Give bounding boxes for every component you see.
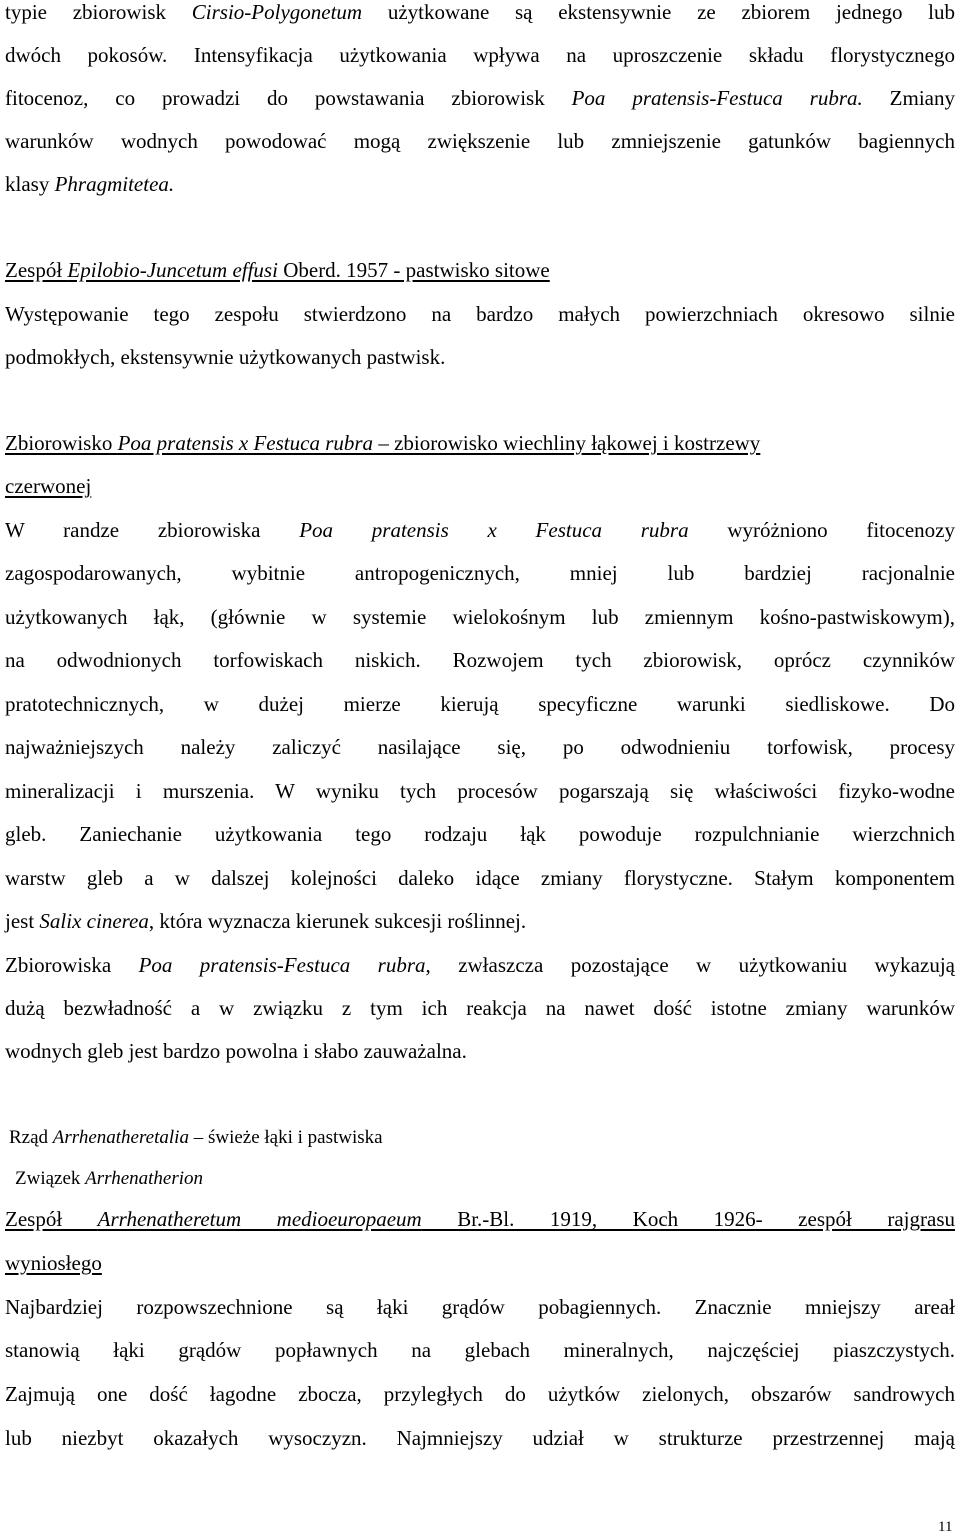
- text-line: [9, 1126, 959, 1150]
- text-segment: klasy: [5, 172, 55, 196]
- italic-term: Poa pratensis-Festuca rubra: [138, 953, 426, 977]
- text-line: [5, 43, 955, 67]
- text-segment: dużą bezwładność a w związku z tym ich reakcja na nawet dość istotne zmiany warunków: [5, 996, 955, 1020]
- text-segment: fitocenoz, co prowadzi do powstawania zbiorowisk: [5, 86, 572, 110]
- text-segment: , która wyznacza kierunek sukcesji roślinnej.: [148, 909, 527, 933]
- text-segment: warunków wodnych powodować mogą zwiększenie lub zmniejszenie gatunków bagiennych: [5, 129, 955, 153]
- text-line: [5, 0, 955, 24]
- text-segment: jest: [5, 909, 40, 933]
- text-line: [5, 1426, 955, 1450]
- text-segment: Zmiany: [862, 86, 955, 110]
- page-number: 11: [938, 1519, 953, 1535]
- text-segment: – świeże łąki i pastwiska: [188, 1127, 383, 1148]
- text-line: [5, 474, 955, 498]
- text-line: [5, 909, 955, 933]
- text-segment: najważniejszych należy zaliczyć nasilające się, po odwodnieniu torfowisk, procesy: [5, 735, 955, 759]
- text-line: [5, 692, 955, 716]
- text-segment: lub niezbyt okazałych wysoczyzn. Najmniejszy udział w strukturze przestrzennej mają: [5, 1426, 955, 1450]
- text-segment: Zbiorowiska: [5, 953, 139, 977]
- underlined-heading-text: Poa pratensis x Festuca rubra: [117, 431, 374, 455]
- italic-term: Phragmitetea.: [54, 172, 175, 196]
- text-segment: podmokłych, ekstensywnie użytkowanych pastwisk.: [5, 345, 446, 369]
- text-line: [5, 302, 955, 326]
- italic-term: Salix cinerea: [39, 909, 149, 933]
- italic-term: Poa pratensis-Festuca rubra.: [571, 86, 863, 110]
- text-segment: gleb. Zaniechanie użytkowania tego rodzaju łąk powoduje rozpulchnianie wierzchnich: [5, 822, 955, 846]
- underlined-heading-text: Zbiorowisko: [5, 431, 118, 455]
- text-line: [5, 258, 955, 282]
- text-line: [5, 86, 955, 110]
- underlined-heading-text: wyniosłego: [5, 1251, 102, 1275]
- text-segment: użytkowanych łąk, (głównie w systemie wielokośnym lub zmiennym kośno-pastwiskowym),: [5, 605, 955, 629]
- underlined-heading-text: Zespół: [5, 258, 68, 282]
- text-segment: Związek: [15, 1168, 86, 1189]
- text-line: [5, 518, 955, 542]
- text-line: [5, 953, 955, 977]
- text-segment: pratotechnicznych, w dużej mierze kierują specyficzne warunki siedliskowe. Do: [5, 692, 955, 716]
- underlined-heading-text: Arrhenatheretum medioeuropaeum: [97, 1207, 422, 1231]
- italic-term: Cirsio-Polygonetum: [191, 0, 363, 24]
- text-line: [5, 1039, 955, 1063]
- text-segment: typie zbiorowisk: [5, 0, 192, 24]
- text-line: [5, 779, 955, 803]
- text-segment: Zajmują one dość łagodne zbocza, przyległych do użytków zielonych, obszarów sandrowych: [5, 1382, 955, 1406]
- underlined-heading-text: Zespół: [5, 1207, 98, 1231]
- text-segment: zagospodarowanych, wybitnie antropogenicznych, mniej lub bardziej racjonalnie: [5, 561, 955, 585]
- text-line: [5, 345, 955, 369]
- text-segment: użytkowane są ekstensywnie ze zbiorem jednego lub: [362, 0, 956, 24]
- text-segment: , zwłaszcza pozostające w użytkowaniu wykazują: [425, 953, 955, 977]
- text-segment: warstw gleb a w dalszej kolejności daleko idące zmiany florystyczne. Stałym komponentem: [5, 866, 955, 890]
- text-line: [5, 1338, 955, 1362]
- text-line: [5, 996, 955, 1020]
- italic-term: Arrhenatheretalia: [52, 1127, 189, 1148]
- text-line: [5, 561, 955, 585]
- text-line: [5, 648, 955, 672]
- text-segment: mineralizacji i murszenia. W wyniku tych procesów pogarszają się właściwości fizyko-wodne: [5, 779, 955, 803]
- underlined-heading-text: – zbiorowisko wiechliny łąkowej i kostrzewy: [373, 431, 761, 455]
- text-segment: stanowią łąki grądów popławnych na glebach mineralnych, najczęściej piaszczystych.: [5, 1338, 955, 1362]
- italic-term: Poa pratensis x Festuca rubra: [299, 518, 689, 542]
- underlined-heading-text: Oberd. 1957 - pastwisko sitowe: [277, 258, 550, 282]
- text-line: [5, 172, 955, 196]
- text-line: [5, 866, 955, 890]
- text-segment: Występowanie tego zespołu stwierdzono na bardzo małych powierzchniach okresowo silnie: [5, 302, 955, 326]
- text-line: [15, 1167, 960, 1191]
- underlined-heading-text: Epilobio-Juncetum effusi: [67, 258, 278, 282]
- underlined-heading-text: czerwonej: [5, 474, 92, 498]
- text-line: [5, 1382, 955, 1406]
- text-line: [5, 431, 955, 455]
- text-line: [5, 129, 955, 153]
- text-segment: Najbardziej rozpowszechnione są łąki grądów pobagiennych. Znacznie mniejszy areał: [5, 1295, 955, 1319]
- text-segment: wodnych gleb jest bardzo powolna i słabo zauważalna.: [5, 1039, 467, 1063]
- italic-term: Arrhenatherion: [85, 1168, 204, 1189]
- text-line: [5, 735, 955, 759]
- text-segment: na odwodnionych torfowiskach niskich. Rozwojem tych zbiorowisk, oprócz czynników: [5, 648, 955, 672]
- text-segment: dwóch pokosów. Intensyfikacja użytkowania wpływa na uproszczenie składu florystycznego: [5, 43, 955, 67]
- text-segment: wyróżniono fitocenozy: [688, 518, 955, 542]
- underlined-heading-text: Br.-Bl. 1919, Koch 1926- zespół rajgrasu: [421, 1207, 955, 1231]
- text-segment: Rząd: [9, 1127, 53, 1148]
- text-line: [5, 822, 955, 846]
- text-line: [5, 1251, 955, 1275]
- text-line: [5, 1207, 955, 1231]
- text-line: [5, 605, 955, 629]
- text-line: [5, 1295, 955, 1319]
- text-segment: W randze zbiorowiska: [5, 518, 300, 542]
